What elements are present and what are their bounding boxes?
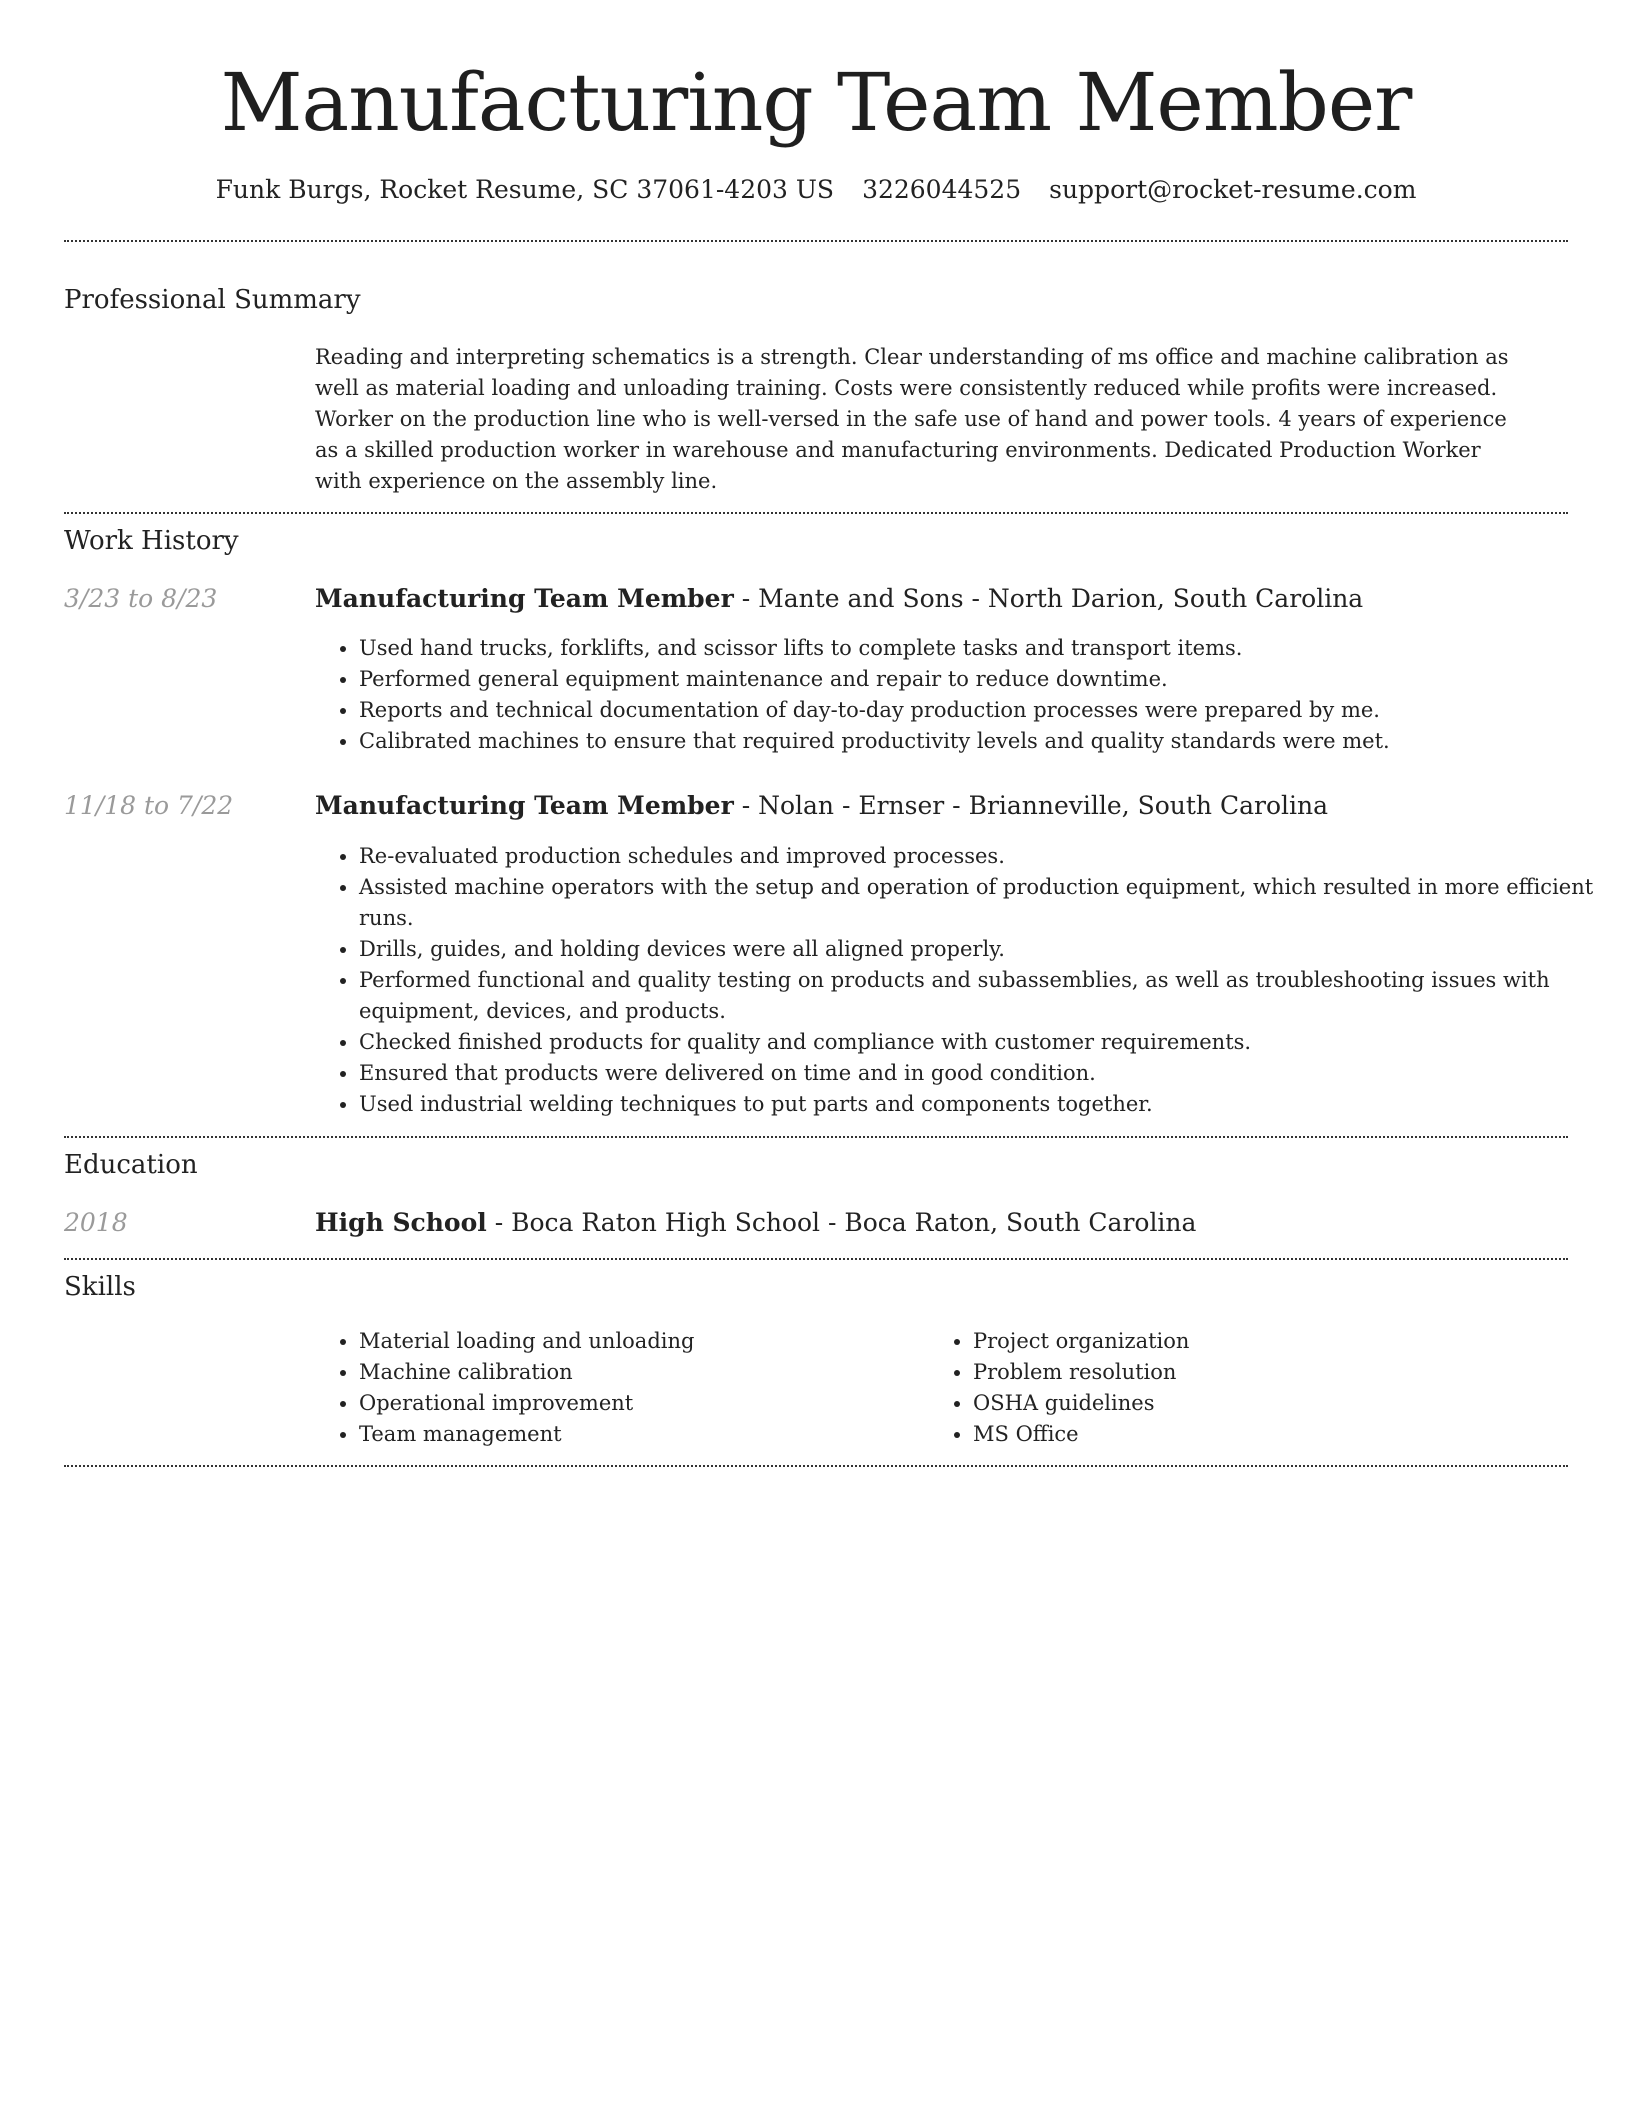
divider bbox=[64, 512, 1568, 514]
skill-item: • MS Office bbox=[973, 1419, 1533, 1450]
list-item: • Re-evaluated production schedules and improved processes. bbox=[359, 841, 1599, 872]
skill-item: • Operational improvement bbox=[359, 1388, 919, 1419]
skills-list-right bbox=[929, 1326, 1533, 1450]
section-title-skills: Skills bbox=[64, 1272, 136, 1302]
list-item: • Performed general equipment maintenance and repair to reduce downtime. bbox=[359, 664, 1599, 695]
list-item: • Ensured that products were delivered on time and in good condition. bbox=[359, 1058, 1599, 1089]
job-title bbox=[315, 581, 1363, 617]
education-year: 2018 bbox=[64, 1208, 128, 1237]
contact-phone: 3226044525 bbox=[862, 175, 1022, 204]
section-title-summary: Professional Summary bbox=[64, 285, 361, 315]
divider bbox=[64, 240, 1568, 242]
skill-item: • OSHA guidelines bbox=[973, 1388, 1533, 1419]
summary-text: Reading and interpreting schematics is a strength. Clear understanding of ms office and machine calibration as well as material loading and unloading training. Costs were consistently reduced while profits were increased. Worker on the production line who is well-versed in the safe use of hand and power tools. 4 years of experience as a skilled production worker in warehouse and manufacturing environments. Dedicated Production Worker with experience on the assembly line. bbox=[315, 345, 1509, 493]
education-school: - Boca Raton High School - Boca Raton, South Carolina bbox=[486, 1208, 1197, 1237]
job-employer: - Mante and Sons - North Darion, South Carolina bbox=[733, 584, 1364, 613]
job-title bbox=[315, 788, 1328, 824]
divider bbox=[64, 1465, 1568, 1467]
list-item: • Performed functional and quality testing on products and subassemblies, as well as troubleshooting issues with equipment, devices, and products. bbox=[359, 965, 1599, 1027]
job-employer: - Nolan - Ernser - Brianneville, South Carolina bbox=[733, 791, 1329, 820]
section-title-education: Education bbox=[64, 1150, 198, 1180]
job-dates: 3/23 to 8/23 bbox=[64, 584, 218, 613]
list-item: • Checked finished products for quality and compliance with customer requirements. bbox=[359, 1027, 1599, 1058]
contact-address: Funk Burgs, Rocket Resume, SC 37061-4203 US bbox=[215, 175, 835, 204]
list-item: • Drills, guides, and holding devices were all aligned properly. bbox=[359, 934, 1599, 965]
skills-list-left bbox=[315, 1326, 919, 1450]
list-item: • Assisted machine operators with the setup and operation of production equipment, which resulted in more efficient runs. bbox=[359, 872, 1599, 934]
job-bullets bbox=[315, 841, 1599, 1120]
contact-line bbox=[64, 170, 1568, 210]
skill-item: • Machine calibration bbox=[359, 1357, 919, 1388]
skill-item: • Material loading and unloading bbox=[359, 1326, 919, 1357]
candidate-name: Manufacturing Team Member bbox=[220, 56, 1412, 149]
skill-item: • Problem resolution bbox=[973, 1357, 1533, 1388]
divider bbox=[64, 1136, 1568, 1138]
contact-email: support@rocket-resume.com bbox=[1049, 175, 1417, 204]
education-degree: High School bbox=[315, 1208, 487, 1237]
list-item: • Reports and technical documentation of day-to-day production processes were prepared by me. bbox=[359, 695, 1599, 726]
job-role: Manufacturing Team Member bbox=[315, 791, 734, 820]
section-title-work: Work History bbox=[64, 526, 239, 556]
list-item: • Used industrial welding techniques to put parts and components together. bbox=[359, 1089, 1599, 1120]
job-dates: 11/18 to 7/22 bbox=[64, 791, 234, 820]
job-bullets bbox=[315, 633, 1599, 757]
skill-item: • Project organization bbox=[973, 1326, 1533, 1357]
education-entry bbox=[315, 1205, 1196, 1241]
skill-item: • Team management bbox=[359, 1419, 919, 1450]
job-role: Manufacturing Team Member bbox=[315, 584, 734, 613]
divider bbox=[64, 1258, 1568, 1260]
list-item: • Used hand trucks, forklifts, and scissor lifts to complete tasks and transport items. bbox=[359, 633, 1599, 664]
list-item: • Calibrated machines to ensure that required productivity levels and quality standards were met. bbox=[359, 726, 1599, 757]
